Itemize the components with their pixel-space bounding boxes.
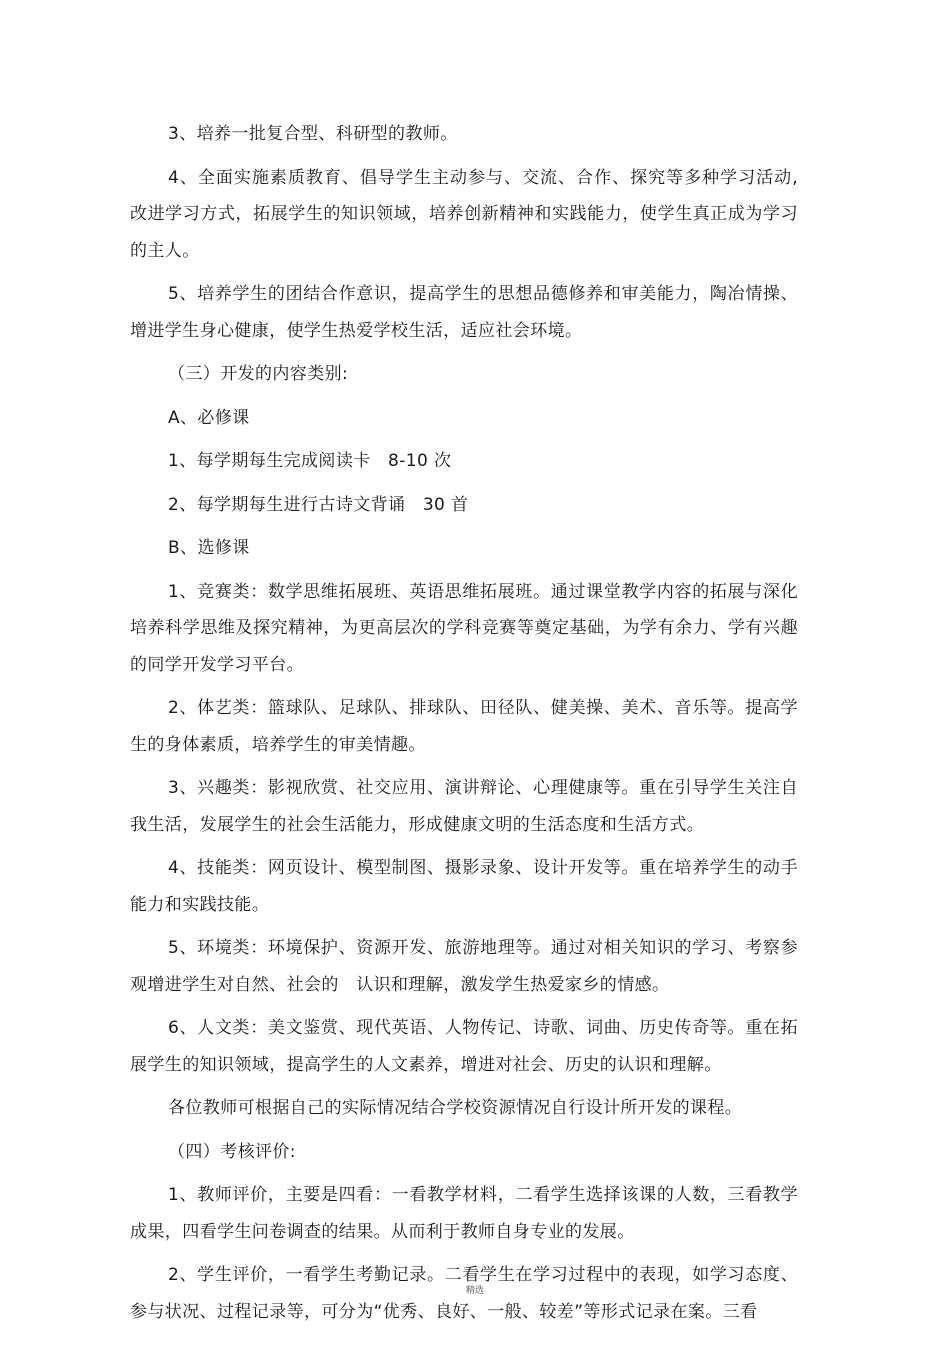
- paragraph-elective-skills: 4、技能类：网页设计、模型制图、摄影录象、设计开发等。重在培养学生的动手能力和实践技能。: [130, 858, 798, 915]
- paragraph-teacher-design-note: 各位教师可根据自己的实际情况结合学校资源情况自行设计所开发的课程。: [168, 1098, 743, 1118]
- paragraph-required-2: 2、每学期每生进行古诗文背诵 30 首: [168, 494, 469, 515]
- paragraph-goal-4: 4、全面实施素质教育、倡导学生主动参与、交流、合作、探究等多种学习活动, 改进学习方式，拓展学生的知识领域，培养创新精神和实践能力，使学生真正成为学习的主人。: [130, 167, 798, 261]
- paragraph-elective-interest: 3、兴趣类：影视欣赏、社交应用、演讲辩论、心理健康等。重在引导学生关注自我生活，发展学生的社会生活能力，形成健康文明的生活态度和生活方式。: [130, 778, 798, 835]
- paragraph-elective-humanities: 6、人文类：美文鉴赏、现代英语、人物传记、诗歌、词曲、历史传奇等。重在拓展学生的知识领域，提高学生的人文素养，增进对社会、历史的认识和理解。: [130, 1018, 798, 1075]
- paragraph-teacher-evaluation: 1、教师评价，主要是四看：一看教学材料，二看学生选择该课的人数，三看教学成果，四看学生问卷调查的结果。从而利于教师自身专业的发展。: [130, 1185, 798, 1242]
- subheading-elective-courses: B、选修课: [168, 538, 250, 558]
- subheading-required-courses: A、必修课: [168, 407, 250, 428]
- paragraph-required-1: 1、每学期每生完成阅读卡 8-10 次: [168, 451, 452, 471]
- section-heading-content-categories: （三）开发的内容类别:: [168, 364, 349, 384]
- section-heading-assessment: （四）考核评价:: [168, 1141, 296, 1162]
- paragraph-goal-5: 5、培养学生的团结合作意识，提高学生的思想品德修养和审美能力，陶冶情操、增进学生身心健康，使学生热爱学校生活，适应社会环境。: [130, 284, 798, 341]
- document-body: [130, 116, 798, 1337]
- page-footer: 精选: [465, 1286, 484, 1296]
- paragraph-student-evaluation: 2、学生评价，一看学生考勤记录。二看学生在学习过程中的表现，如学习态度、参与状况、过程记录等，可分为“优秀、良好、一般、较差”等形式记录在案。三看: [130, 1265, 798, 1322]
- paragraph-elective-sports-arts: 2、体艺类：篮球队、足球队、排球队、田径队、健美操、美术、音乐等。提高学生的身体素质，培养学生的审美情趣。: [130, 698, 798, 755]
- paragraph-elective-competition: 1、竞赛类：数学思维拓展班、英语思维拓展班。通过课堂教学内容的拓展与深化培养科学思维及探究精神，为更高层次的学科竞赛等奠定基础，为学有余力、学有兴趣的同学开发学习平台。: [130, 581, 798, 675]
- paragraph-elective-environment: 5、环境类：环境保护、资源开发、旅游地理等。通过对相关知识的学习、考察参观增进学生对自然、社会的 认识和理解，激发学生热爱家乡的情感。: [130, 938, 798, 995]
- paragraph-goal-3: 3、培养一批复合型、科研型的教师。: [168, 124, 458, 144]
